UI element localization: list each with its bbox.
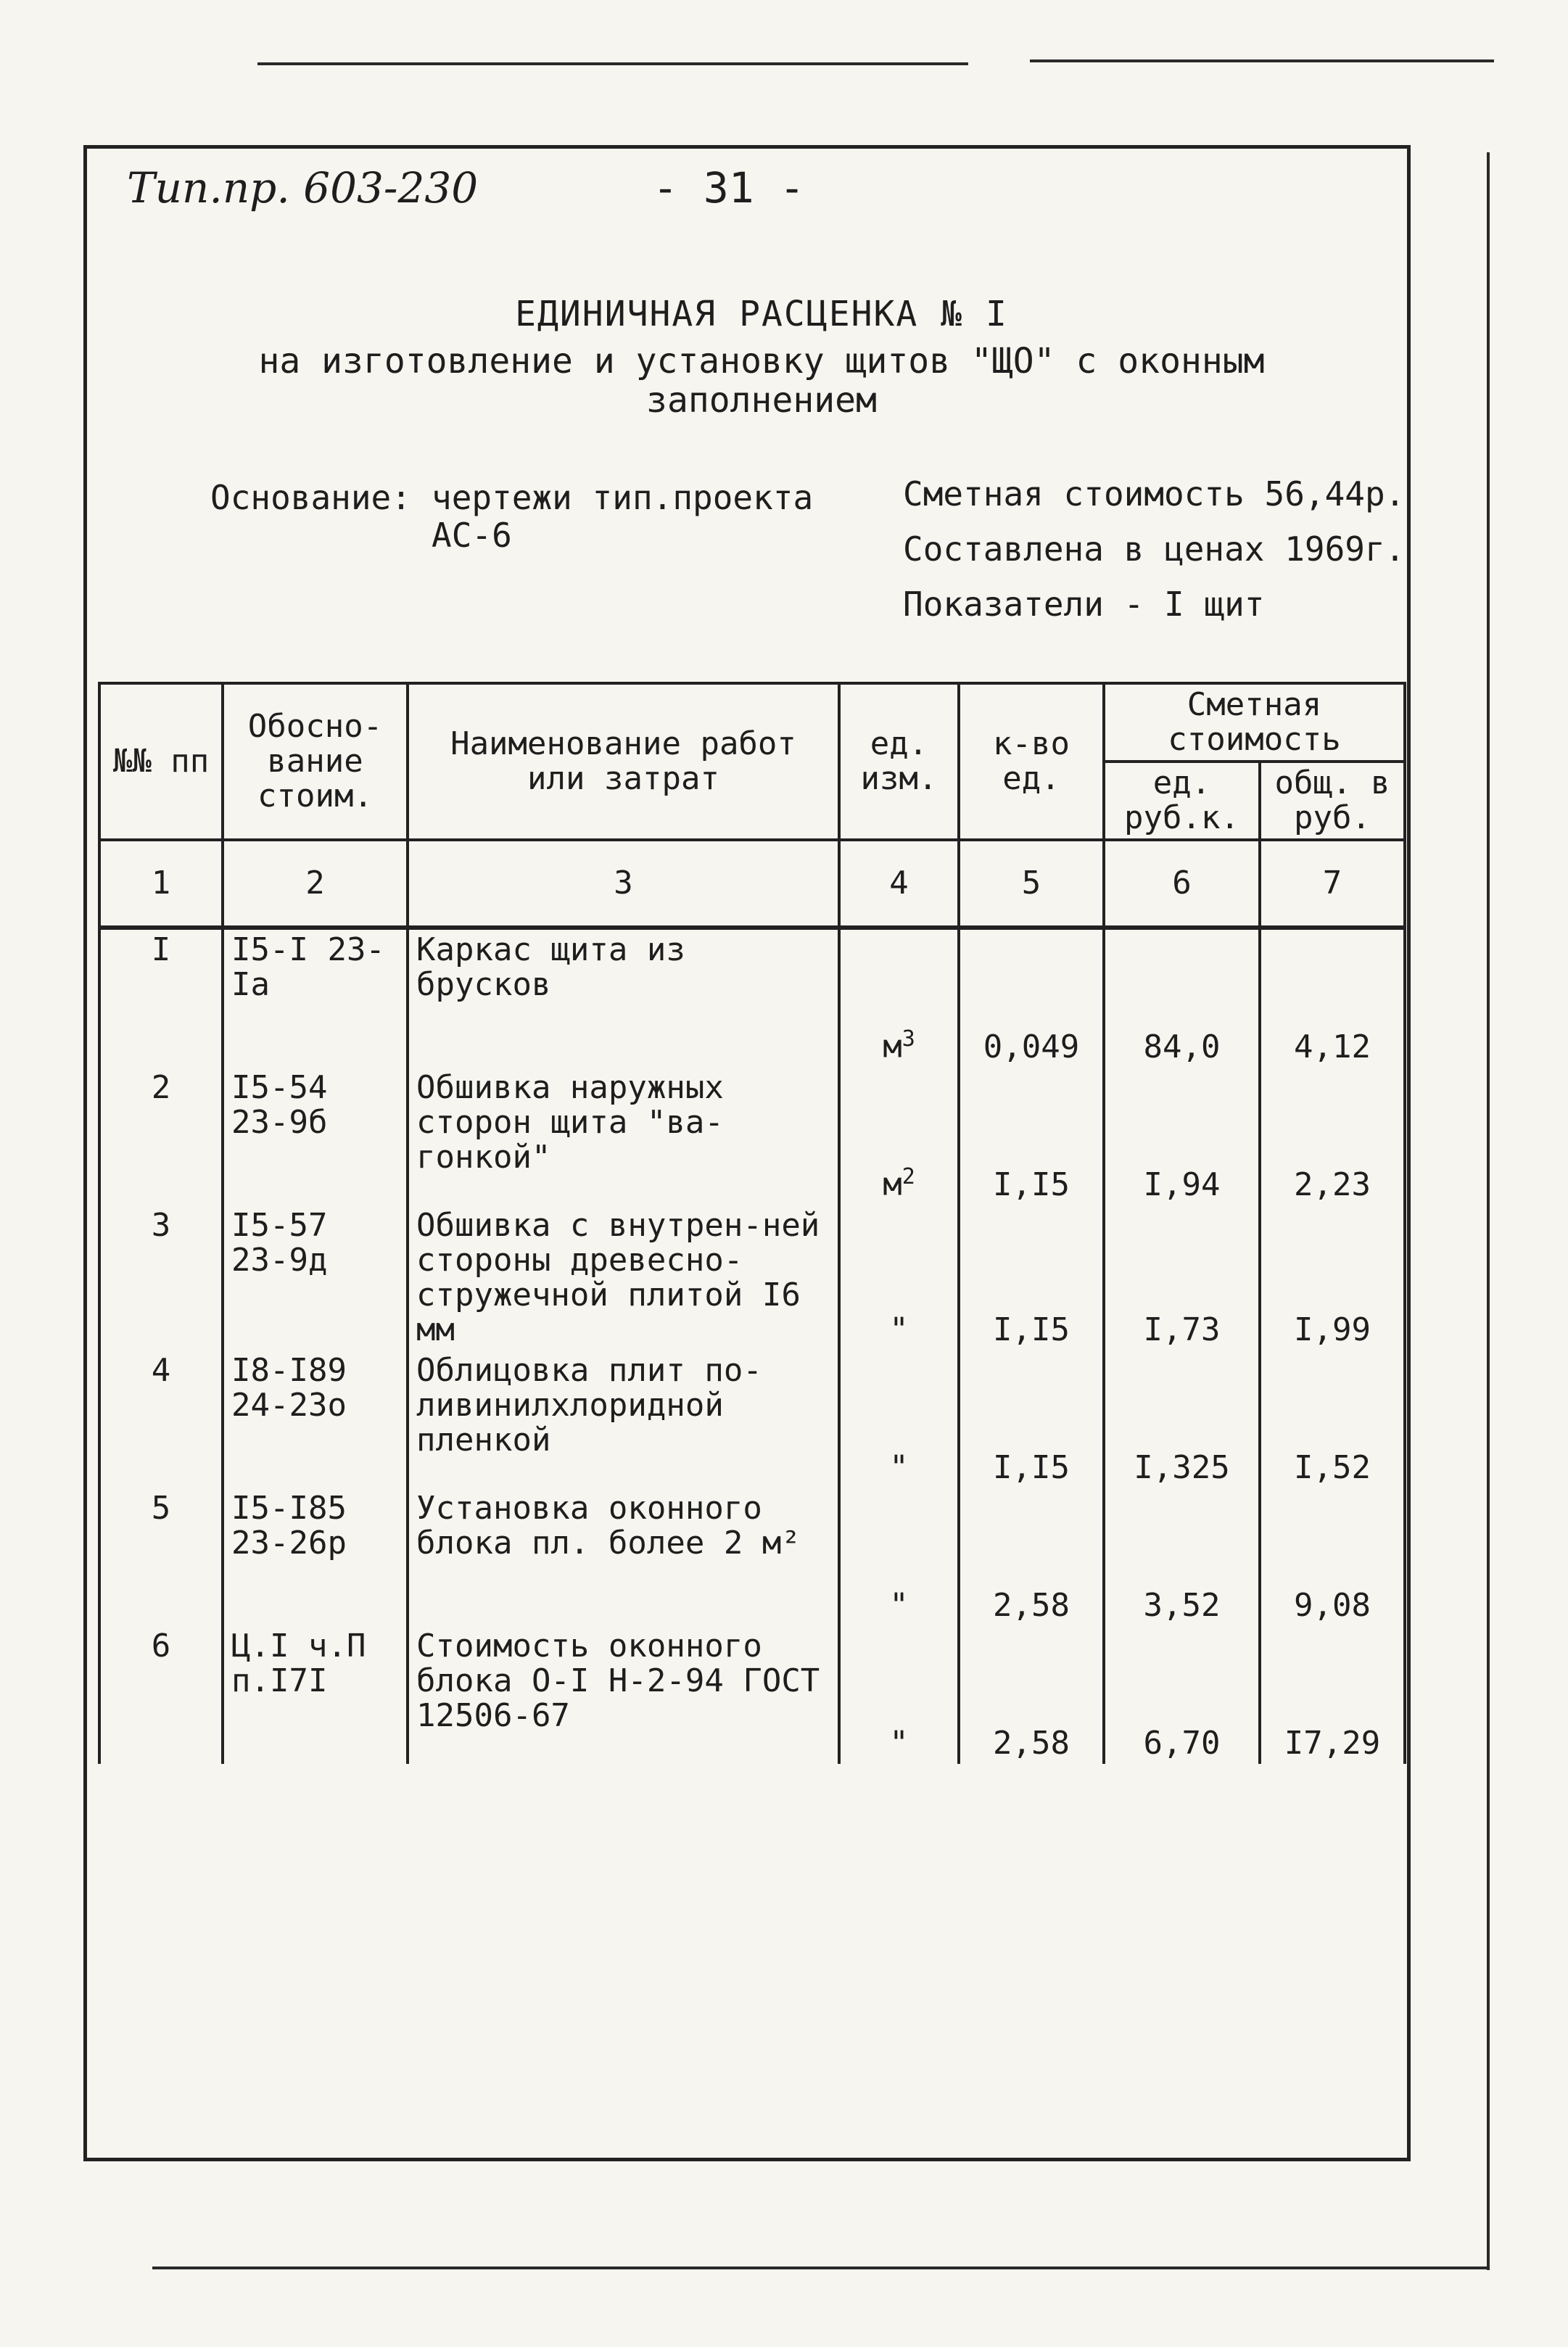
- document-subtitle: на изготовление и установку щитов "ЩО" с оконным заполнением: [258, 341, 1265, 421]
- row-total: [1260, 1488, 1405, 1626]
- row-number-text: 6: [151, 1628, 171, 1665]
- row-name: [408, 1205, 839, 1350]
- col-number: 3: [408, 840, 839, 928]
- basis-label: Основание:: [210, 478, 411, 517]
- row-number: [99, 928, 223, 1068]
- table-body: [99, 928, 1405, 1764]
- row-qty-text: 2,58: [993, 1587, 1070, 1624]
- col-number: 6: [1104, 840, 1260, 928]
- row-qty-text: I,I5: [993, 1449, 1070, 1486]
- rates-table: [98, 682, 1406, 1764]
- row-name: [408, 928, 839, 1068]
- row-name-text: Стоимость оконного блока О-I Н-2-94 ГОСТ 12506-67: [416, 1628, 820, 1734]
- row-qty: [959, 1205, 1104, 1350]
- row-unit-text: ": [889, 1449, 909, 1486]
- row-number-text: 4: [151, 1352, 171, 1389]
- row-total: [1260, 1350, 1405, 1488]
- row-number-text: 2: [151, 1069, 171, 1106]
- table-row: [99, 1626, 1405, 1764]
- title-block: [218, 294, 1305, 420]
- row-qty: [959, 1488, 1104, 1626]
- row-name: [408, 1488, 839, 1626]
- row-unit-text: ": [889, 1725, 909, 1762]
- row-number: [99, 1205, 223, 1350]
- header-unit-cost: ед. руб.к.: [1104, 762, 1260, 840]
- row-basis-text: I5-54 23-9б: [231, 1069, 328, 1141]
- row-qty: [959, 1068, 1104, 1205]
- row-name-text: Обшивка наружных сторон щита "ва-гонкой": [416, 1069, 724, 1176]
- row-unit-price-text: I,325: [1134, 1449, 1230, 1486]
- row-name-text: Обшивка с внутрен-ней стороны древесно-стружечной плитой I6 мм: [416, 1207, 820, 1348]
- row-unit-price: [1104, 1205, 1260, 1350]
- row-unit-price-text: I,73: [1143, 1311, 1221, 1348]
- row-number-text: 3: [151, 1207, 171, 1244]
- row-qty: [959, 1626, 1104, 1764]
- row-number: [99, 1488, 223, 1626]
- row-unit-price: [1104, 928, 1260, 1068]
- row-unit-text: ": [889, 1311, 909, 1348]
- row-total-text: 9,08: [1294, 1587, 1371, 1624]
- row-qty-text: I,I5: [993, 1166, 1070, 1203]
- header-basis: Обосно-вание стоим.: [223, 683, 408, 840]
- row-number-text: 5: [151, 1490, 171, 1527]
- row-basis-text: I8-I89 24-23о: [231, 1352, 347, 1424]
- row-qty-text: 2,58: [993, 1725, 1070, 1762]
- table-row: [99, 928, 1405, 1068]
- row-basis: [223, 1068, 408, 1205]
- row-unit-price: [1104, 1488, 1260, 1626]
- table-row: [99, 1350, 1405, 1488]
- row-total-text: I,99: [1294, 1311, 1371, 1348]
- estimate-prices: Составлена в ценах 1969г.: [903, 529, 1406, 569]
- header-qty: к-во ед.: [959, 683, 1104, 840]
- row-basis: [223, 1626, 408, 1764]
- row-basis-text: I5-I 23-Iа: [231, 931, 385, 1003]
- header-num: №№ пп: [99, 683, 223, 840]
- row-unit: [839, 928, 959, 1068]
- row-basis: [223, 928, 408, 1068]
- col-number: 7: [1260, 840, 1405, 928]
- header-name: Наименование работ или затрат: [408, 683, 839, 840]
- unit-exponent: 3: [901, 1026, 915, 1052]
- row-unit-price-text: 3,52: [1143, 1587, 1221, 1624]
- row-total-text: 4,12: [1294, 1028, 1371, 1065]
- row-total: [1260, 1205, 1405, 1350]
- row-unit-text: м: [883, 1028, 902, 1065]
- row-total: [1260, 928, 1405, 1068]
- row-total-text: 2,23: [1294, 1166, 1371, 1203]
- estimate-cost: Сметная стоимость 56,44р.: [903, 474, 1406, 513]
- basis-value: чертежи тип.проекта АС-6: [432, 478, 814, 555]
- row-qty: [959, 928, 1104, 1068]
- header-unit: ед. изм.: [839, 683, 959, 840]
- row-qty: [959, 1350, 1104, 1488]
- estimate-block: [903, 475, 1405, 640]
- row-unit-text: ": [889, 1587, 909, 1624]
- col-number: 2: [223, 840, 408, 928]
- row-qty-text: I,I5: [993, 1311, 1070, 1348]
- project-reference: Тип.пр. 603-230: [127, 163, 479, 213]
- row-basis-text: Ц.I ч.П п.I7I: [231, 1628, 366, 1699]
- row-basis-text: I5-57 23-9д: [231, 1207, 328, 1279]
- top-rule-left: [257, 62, 968, 65]
- row-basis: [223, 1205, 408, 1350]
- row-unit-price-text: 84,0: [1143, 1028, 1221, 1065]
- page-number: - 31 -: [653, 163, 805, 213]
- col-number: 4: [839, 840, 959, 928]
- estimate-indicator: Показатели - I щит: [903, 585, 1265, 624]
- row-unit: [839, 1068, 959, 1205]
- row-basis: [223, 1350, 408, 1488]
- row-total-text: I,52: [1294, 1449, 1371, 1486]
- right-margin-rule: [1487, 152, 1490, 2270]
- col-number: 1: [99, 840, 223, 928]
- row-number-text: I: [151, 931, 171, 968]
- row-name: [408, 1068, 839, 1205]
- row-unit-price: [1104, 1626, 1260, 1764]
- row-total: [1260, 1068, 1405, 1205]
- document-title: ЕДИНИЧНАЯ РАСЦЕНКА № I: [515, 294, 1008, 334]
- row-unit: [839, 1350, 959, 1488]
- row-name: [408, 1350, 839, 1488]
- row-name-text: Установка оконного блока пл. более 2 м²: [416, 1490, 801, 1562]
- row-name-text: Облицовка плит по-ливинилхлоридной пленкой: [416, 1352, 762, 1459]
- row-unit: [839, 1205, 959, 1350]
- row-name-text: Каркас щита из брусков: [416, 931, 685, 1003]
- row-unit: [839, 1626, 959, 1764]
- row-total: [1260, 1626, 1405, 1764]
- row-number: [99, 1626, 223, 1764]
- row-unit-price-text: I,94: [1143, 1166, 1221, 1203]
- row-total-text: I7,29: [1284, 1725, 1381, 1762]
- table-row: [99, 1068, 1405, 1205]
- row-unit: [839, 1488, 959, 1626]
- header-total-cost: общ. в руб.: [1260, 762, 1405, 840]
- bottom-rule: [152, 2266, 1487, 2269]
- row-number: [99, 1068, 223, 1205]
- row-unit-text: м: [883, 1166, 902, 1203]
- row-unit-price-text: 6,70: [1143, 1725, 1221, 1762]
- table-row: [99, 1488, 1405, 1626]
- row-basis: [223, 1488, 408, 1626]
- row-unit-price: [1104, 1068, 1260, 1205]
- row-number: [99, 1350, 223, 1488]
- col-number: 5: [959, 840, 1104, 928]
- column-number-row: [99, 840, 1405, 928]
- row-name: [408, 1626, 839, 1764]
- unit-exponent: 2: [901, 1164, 915, 1190]
- top-rule-right: [1030, 59, 1494, 62]
- header-cost-group: Сметная стоимость: [1104, 683, 1405, 762]
- row-basis-text: I5-I85 23-26р: [231, 1490, 347, 1562]
- row-unit-price: [1104, 1350, 1260, 1488]
- row-qty-text: 0,049: [983, 1028, 1080, 1065]
- table-row: [99, 1205, 1405, 1350]
